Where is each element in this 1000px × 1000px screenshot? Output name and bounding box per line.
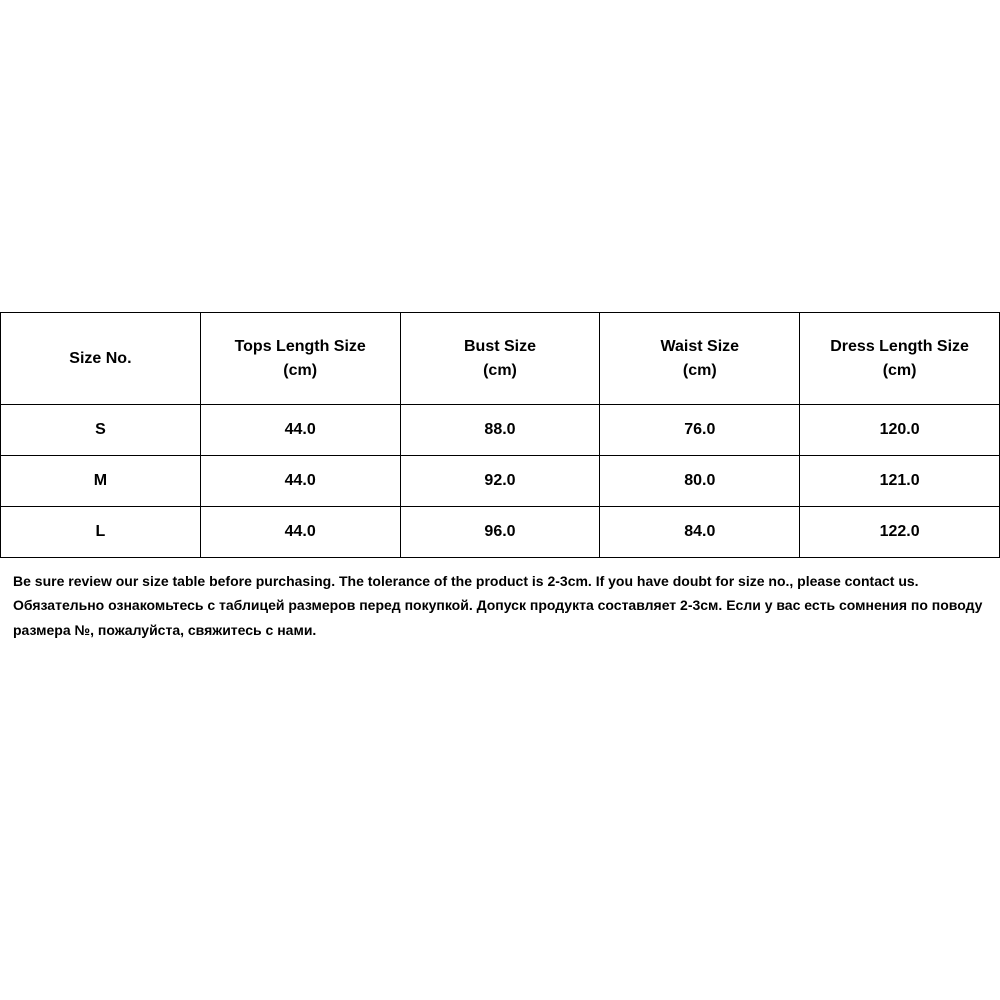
header-label: Waist Size [660,337,740,355]
cell-size: L [1,507,201,558]
header-unit: (cm) [682,361,717,379]
cell-dress-length: 120.0 [800,405,1000,456]
header-unit: (cm) [882,361,917,379]
header-bust [400,313,600,405]
cell-size: M [1,456,201,507]
header-label: Size No. [69,349,132,367]
size-chart-table [0,312,1000,558]
header-size-no [1,313,201,405]
cell-bust: 92.0 [400,456,600,507]
header-waist [600,313,800,405]
table-row-s [1,405,1000,456]
note-russian-line-1: Обязательно ознакомьтесь с таблицей размеров перед покупкой. Допуск продукта составляет 2-3см. Если у вас есть сомнения по поводу [13,597,983,613]
cell-tops-length: 44.0 [200,456,400,507]
table-row-l [1,507,1000,558]
cell-tops-length: 44.0 [200,507,400,558]
header-label: Tops Length Size [234,337,366,355]
note-russian-line-2: размера №, пожалуйста, свяжитесь с нами. [13,622,317,638]
cell-waist: 80.0 [600,456,800,507]
header-label: Dress Length Size [830,337,969,355]
cell-bust: 96.0 [400,507,600,558]
cell-waist: 84.0 [600,507,800,558]
cell-size: S [1,405,201,456]
cell-bust: 88.0 [400,405,600,456]
cell-dress-length: 121.0 [800,456,1000,507]
cell-waist: 76.0 [600,405,800,456]
table-header-row [1,313,1000,405]
cell-dress-length: 122.0 [800,507,1000,558]
header-label: Bust Size [463,337,536,355]
note-english: Be sure review our size table before purchasing. The tolerance of the product is 2-3cm. If you have doubt for size no., please contact us. [13,573,919,589]
header-dress-length [800,313,1000,405]
header-tops-length [200,313,400,405]
header-unit: (cm) [483,361,517,379]
header-unit: (cm) [283,361,318,379]
cell-tops-length: 44.0 [200,405,400,456]
table-row-m [1,456,1000,507]
